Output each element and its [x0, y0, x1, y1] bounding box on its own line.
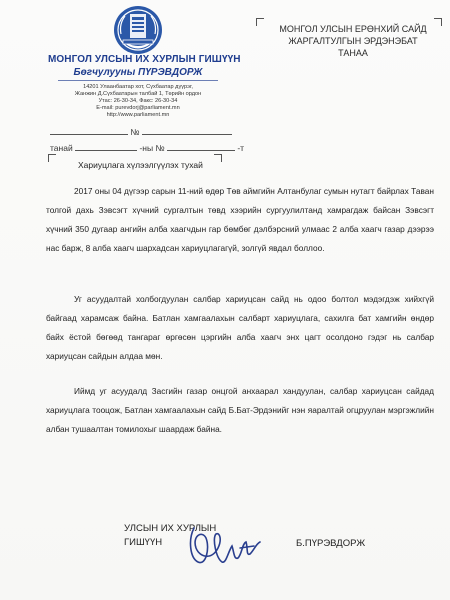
recipient-line: ТАНАА — [338, 48, 368, 58]
recipient-block — [268, 23, 438, 59]
signatory-title-line: УЛСЫН ИХ ХУРЛЫН — [124, 523, 217, 534]
recipient-line: ЖАРГАЛТУЛГЫН ЭРДЭНЭБАТ — [288, 36, 418, 46]
member-name: Бөгчулууны ПҮРЭВДОРЖ — [73, 67, 203, 78]
paragraph-text: Уг асуудалтай холбогдуулан салбар хариуцсан сайд нь одоо болтол мэдэгдэж хийхгүй байгаад харамсаж байна. Батлан хамгаалахын салбарт хариуцлага, сахилга бат хамгийн өндөр байх ёстой бөгөөд тангараг өргөсөн цэргийн алба хаагч энх цагт осолдоно гэдэг нь салбар хариуцсан сайдын алдаа мөн. — [46, 294, 434, 361]
date-blank — [75, 142, 137, 151]
signatory-title-line: ГИШҮҮН — [124, 537, 163, 548]
date-suffix: -ны — [139, 143, 154, 153]
number-blank — [167, 142, 235, 151]
to-label: танай — [50, 143, 73, 153]
number-sign: № — [155, 143, 165, 153]
email-line[interactable]: E-mail: purevdorj@parliament.mn — [96, 105, 180, 111]
outgoing-reference — [50, 126, 232, 137]
number-suffix: -т — [237, 143, 245, 153]
paragraph-text: Иймд уг асуудалд Засгийн газар онцгой анхаарал хандуулан, салбар хариуцсан сайдад хариуцлага тооцож, Батлан хамгаалахын сайд Б.Бат-Эрдэнийг нэн яаралтай огцруулан мэргэжлийн албан тушаалтан томилохыг шаардаж байна. — [46, 386, 434, 434]
recipient-line: МОНГОЛ УЛСЫН ЕРӨНХИЙ САЙД — [279, 24, 427, 34]
address-line: 14201 Улаанбаатар хот, Сүхбаатар дүүрэг, — [83, 84, 193, 90]
corner-bracket — [256, 18, 264, 26]
paragraph — [46, 382, 434, 439]
incoming-reference — [50, 142, 244, 153]
handwritten-signature — [180, 518, 264, 574]
phone-line: Утас: 26-30-34, Факс: 26-30-34 — [98, 98, 178, 104]
date-blank — [50, 126, 128, 135]
website-line[interactable]: http://www.parliament.mn — [106, 112, 170, 118]
subject-line: Хариуцлага хүлээлгүүлэх тухай — [78, 160, 203, 170]
number-blank — [142, 126, 232, 135]
corner-bracket — [48, 154, 56, 162]
paragraph — [46, 182, 434, 258]
org-title: МОНГОЛ УЛСЫН ИХ ХУРЛЫН ГИШҮҮН — [48, 54, 241, 65]
paragraph — [46, 290, 434, 366]
paragraph-text: 2017 оны 04 дүгээр сарын 11-ний өдөр Төв аймгийн Алтанбулаг сумын нутагт байрлах Таван толгой дахь Зэвсэгт хүчний сургалтын төвд хээрийн сургуулилтанд хамрагдаж байсан Зэвсэгт хүчний 350 дугаар ангийн алба хаагчдын гар бөмбөг дэлбэрсний улмаас 2 алба хаагч газар дээрээ нас барж, 8 алба хаагч шархадсан хариуцлагагүй, золгүй явдал боллоо. — [46, 186, 434, 253]
state-emblem-icon — [111, 4, 165, 56]
corner-bracket — [214, 154, 222, 162]
number-sign: № — [130, 127, 140, 137]
signatory-name: Б.ПҮРЭВДОРЖ — [296, 538, 366, 549]
header-divider — [58, 80, 218, 81]
address-line: Жанжин Д.Сүхбаатарын талбай 1, Төрийн ордон — [74, 91, 202, 97]
